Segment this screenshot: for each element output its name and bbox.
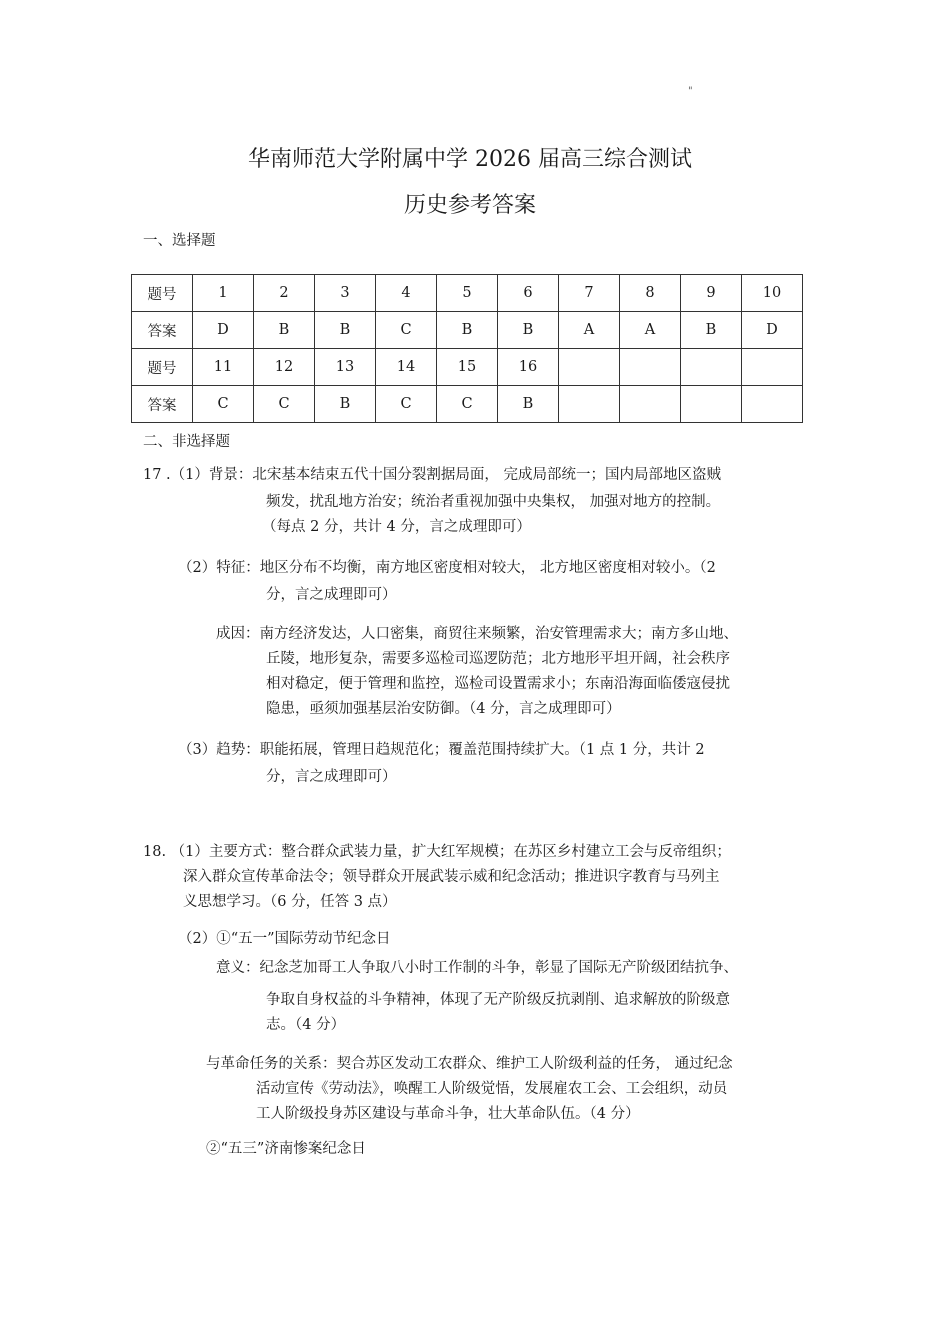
q18-line-3: 义思想学习。（6 分，任答 3 点） [183,894,397,910]
page-subtitle: 历史参考答案 [403,193,536,218]
table-cell [559,386,620,423]
table-cell: B [498,386,559,423]
table-cell: B [681,312,742,349]
row-label: 题号 [132,349,193,386]
row-label: 题号 [132,275,193,312]
table-cell: C [437,386,498,423]
table-cell: B [315,312,376,349]
q17-line-1: 17 .（1）背景：北宋基本结束五代十国分裂割据局面， 完成局部统一；国内局部地区盗贼 [143,467,721,483]
table-cell: C [376,386,437,423]
corner-mark: " [688,86,693,97]
table-cell: 5 [437,275,498,312]
q18-line-2: 深入群众宣传革命法令；领导群众开展武装示威和纪念活动；推进识字教育与马列主 [183,869,720,885]
table-cell: 15 [437,349,498,386]
q17-line-10: （3）趋势：职能拓展，管理日趋规范化；覆盖范围持续扩大。（1 点 1 分，共计 2 [178,742,705,758]
table-cell: C [376,312,437,349]
table-cell: 4 [376,275,437,312]
table-cell: B [315,386,376,423]
table-cell [620,386,681,423]
q17-line-11: 分，言之成理即可） [266,769,397,785]
table-cell: 14 [376,349,437,386]
table-cell: 1 [193,275,254,312]
q18-line-7: 志。（4 分） [266,1017,346,1033]
row-label: 答案 [132,312,193,349]
q18-line-1: 18. （1）主要方式：整合群众武装力量，扩大红军规模；在苏区乡村建立工会与反帝组织； [143,844,731,860]
table-cell: C [254,386,315,423]
table-cell: C [193,386,254,423]
q17-line-5: 分，言之成理即可） [266,587,397,603]
table-cell: 7 [559,275,620,312]
table-cell: A [559,312,620,349]
q18-line-6: 争取自身权益的斗争精神，体现了无产阶级反抗剥削、追求解放的阶级意 [266,992,730,1008]
table-cell: 10 [742,275,803,312]
q18-line-10: 工人阶级投身苏区建设与革命斗争，壮大革命队伍。（4 分） [256,1106,640,1122]
q18-line-9: 活动宣传《劳动法》，唤醒工人阶级觉悟，发展雇农工会、工会组织，动员 [256,1081,728,1097]
q17-line-6: 成因：南方经济发达，人口密集，商贸往来频繁，治安管理需求大；南方多山地、 [216,626,738,642]
row-label: 答案 [132,386,193,423]
table-cell [742,349,803,386]
table-cell: 6 [498,275,559,312]
table-cell: 3 [315,275,376,312]
table-cell [681,349,742,386]
answer-table-row [132,349,803,386]
section-heading-nonchoice: 二、非选择题 [143,434,230,450]
table-cell: B [254,312,315,349]
answer-table [131,274,803,423]
table-cell: D [193,312,254,349]
table-cell: 9 [681,275,742,312]
q18-line-5: 意义：纪念芝加哥工人争取八小时工作制的斗争，彰显了国际无产阶级团结抗争、 [216,960,738,976]
page-title: 华南师范大学附属中学 2026 届高三综合测试 [248,147,692,172]
table-cell: D [742,312,803,349]
q18-line-8: 与革命任务的关系：契合苏区发动工农群众、维护工人阶级利益的任务， 通过纪念 [206,1056,733,1072]
answer-table-row [132,386,803,423]
q17-line-2: 频发，扰乱地方治安；统治者重视加强中央集权， 加强对地方的控制。 [266,494,721,510]
table-cell [559,349,620,386]
table-cell: 12 [254,349,315,386]
table-cell [742,386,803,423]
q17-line-8: 相对稳定，便于管理和监控，巡检司设置需求小；东南沿海面临倭寇侵扰 [266,676,730,692]
answer-table-row [132,312,803,349]
q18-line-11: ②“五三”济南惨案纪念日 [206,1141,366,1157]
q17-line-4: （2）特征：地区分布不均衡，南方地区密度相对较大， 北方地区密度相对较小。（2 [178,560,716,576]
section-heading-choice: 一、选择题 [143,233,216,249]
q18-line-4: （2）①“五一”国际劳动节纪念日 [178,931,391,947]
table-cell: A [620,312,681,349]
table-cell [681,386,742,423]
table-cell: B [498,312,559,349]
answer-table-row [132,275,803,312]
table-cell: 13 [315,349,376,386]
table-cell [620,349,681,386]
table-cell: 2 [254,275,315,312]
table-cell: B [437,312,498,349]
table-cell: 8 [620,275,681,312]
q17-line-7: 丘陵，地形复杂，需要多巡检司巡逻防范；北方地形平坦开阔，社会秩序 [266,651,730,667]
q17-line-9: 隐患，亟须加强基层治安防御。（4 分，言之成理即可） [266,701,621,717]
table-cell: 16 [498,349,559,386]
q17-line-3: （每点 2 分，共计 4 分，言之成理即可） [262,519,531,535]
table-cell: 11 [193,349,254,386]
